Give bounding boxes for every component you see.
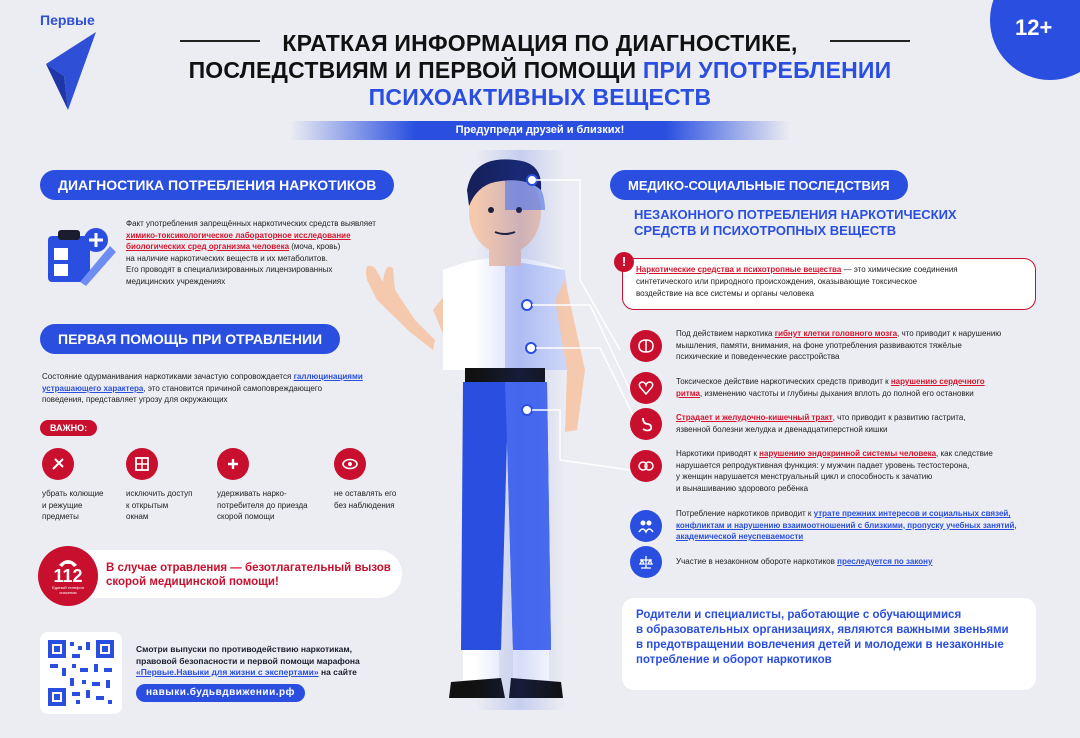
law-icon — [630, 546, 662, 578]
consequence-brain: Под действием наркотика гибнут клетки головного мозга, что приводит к нарушению мышления, памяти, внимания, на фоне употребления развиваются тяжёлые психические и поведенческие расстройства — [676, 329, 1002, 361]
diagnostics-heading: ДИАГНОСТИКА ПОТРЕБЛЕНИЯ НАРКОТИКОВ — [40, 170, 394, 200]
tip-2: исключить доступ к открытым окнам — [126, 489, 193, 521]
gender-icon — [630, 450, 662, 482]
consequence-stomach: Страдает и желудочно-кишечный тракт, что приводит к развитию гастрита, язвенной болезни желудка и двенадцатиперстной кишки — [676, 413, 966, 434]
consequences-subheading: НЕЗАКОННОГО ПОТРЕБЛЕНИЯ НАРКОТИЧЕСКИХ СРЕДСТВ И ПСИХОТРОПНЫХ ВЕЩЕСТВ — [634, 207, 957, 238]
window-icon — [126, 448, 158, 480]
ambulance-icon — [217, 448, 249, 480]
brand-logo-icon — [38, 30, 98, 112]
knife-icon — [42, 448, 74, 480]
parents-note-text: Родители и специалисты, работающие с обучающимися в образовательных организациях, являются важными звеньями в предотвращении вовлечения детей и молодежи в незаконные потребление и оборот наркотиков — [636, 609, 1009, 666]
footer-text: Смотри выпуски по противодействию наркотикам, правовой безопасности и первой помощи марафона «Первые.Навыки для жизни с экспертами» на сайте — [136, 644, 360, 677]
emergency-number: 112 — [53, 565, 83, 586]
emergency-text: В случае отравления — безотлагательный вызов скорой медицинской помощи! — [106, 562, 391, 588]
age-rating-badge — [990, 0, 1080, 80]
connector-lines — [520, 170, 640, 570]
definition-text: Наркотические средства и психотропные вещества — это химические соединения синтетического или природного происхождения, оказывающие токсическое воздействие на все системы и органы человека — [636, 265, 958, 298]
subtitle-banner: Предупреди друзей и близких! — [290, 121, 790, 140]
title-line-3: ПСИХОАКТИВНЫХ ВЕЩЕСТВ — [368, 84, 712, 110]
diagnostics-text: Факт употребления запрещённых наркотических средств выявляет химико-токсикологическое лабораторное исследование биологических сред организма человека (моча, кровь) на наличие наркотических веществ и их метаболитов. Его проводят в специализированных лицензированных медицинских учреждениях — [126, 219, 376, 286]
tip-3: удерживать нарко- потребителя до приезда скорой помощи — [217, 489, 308, 521]
tip-4: не оставлять его без наблюдения — [334, 489, 397, 510]
social-icon — [630, 510, 662, 542]
qr-code-icon — [46, 638, 116, 708]
important-badge: ВАЖНО: — [40, 420, 97, 436]
marathon-link[interactable]: «Первые.Навыки для жизни с экспертами» — [136, 667, 319, 677]
page-title — [170, 30, 910, 111]
exclamation-icon: ! — [614, 252, 634, 272]
emergency-number-badge — [38, 546, 98, 606]
age-rating-label: 12+ — [1015, 15, 1053, 40]
stomach-icon — [630, 408, 662, 440]
brand-logo-text: Первые — [40, 12, 95, 28]
clipboard-medical-icon — [40, 218, 118, 286]
heart-icon — [630, 372, 662, 404]
title-line-1: КРАТКАЯ ИНФОРМАЦИЯ ПО ДИАГНОСТИКЕ, — [282, 30, 798, 56]
tip-1: убрать колющие и режущие предметы — [42, 489, 104, 521]
first-aid-text: Состояние одурманивания наркотиками зачастую сопровождается галлюцинациями устрашающего характера, это становится причиной самоповреждающего поведения, представляет угрозу для окружающих — [42, 372, 363, 404]
title-line-2a: ПОСЛЕДСТВИЯМ И ПЕРВОЙ ПОМОЩИ — [188, 57, 637, 83]
consequence-endocrine: Наркотики приводят к нарушению эндокринной системы человека, как следствие нарушается репродуктивная функция: у мужчин падает уровень тестостерона, у женщин нарушается менструальный цикл и способность к зачатию и вынашиванию здорового ребёнка — [676, 449, 993, 493]
brain-icon — [630, 330, 662, 362]
consequence-heart: Токсическое действие наркотических средств приводит к нарушению сердечного ритма, изменению частоты и глубины дыхания вплоть до полной его остановки — [676, 377, 985, 398]
emergency-caption: Единый телефон спасения — [52, 584, 84, 595]
consequences-heading: МЕДИКО-СОЦИАЛЬНЫЕ ПОСЛЕДСТВИЯ — [610, 170, 908, 200]
site-url-button[interactable]: навыки.будьвдвижении.рф — [136, 684, 305, 702]
first-aid-heading: ПЕРВАЯ ПОМОЩЬ ПРИ ОТРАВЛЕНИИ — [40, 324, 340, 354]
title-line-2b: ПРИ УПОТРЕБЛЕНИИ — [642, 57, 892, 83]
consequence-law: Участие в незаконном обороте наркотиков преследуется по закону — [676, 557, 933, 566]
qr-code[interactable] — [40, 632, 122, 714]
consequence-social: Потребление наркотиков приводит к утрате прежних интересов и социальных связей, конфликтам и нарушению взаимоотношений с близкими, пропуску учебных занятий, академической неуспеваемости — [676, 509, 1017, 541]
